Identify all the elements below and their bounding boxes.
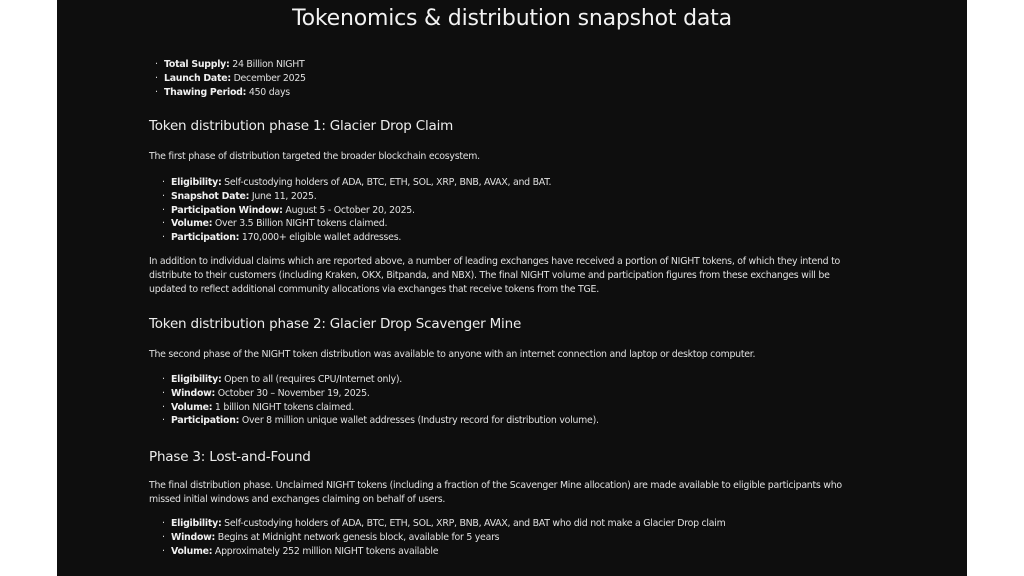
phase2-heading: Token distribution phase 2: Glacier Drop Scavenger Mine — [149, 316, 522, 332]
item-value: Approximately 252 million NIGHT tokens available — [212, 545, 439, 557]
list-item — [156, 414, 599, 428]
summary-list — [149, 58, 306, 99]
item-label: Thawing Period: — [164, 86, 247, 98]
bullet-icon: · — [162, 177, 165, 188]
list-item — [149, 58, 306, 72]
item-value: August 5 - October 20, 2025. — [282, 204, 415, 216]
item-label: Launch Date: — [164, 72, 231, 84]
bullet-icon: · — [162, 518, 165, 529]
item-value: 1 billion NIGHT tokens claimed. — [212, 401, 354, 413]
list-item — [149, 86, 306, 100]
bullet-icon: · — [162, 232, 165, 244]
list-item — [156, 176, 551, 190]
phase3-list — [156, 517, 726, 558]
bullet-icon: · — [162, 545, 165, 557]
item-value: 24 Billion NIGHT — [229, 59, 305, 70]
phase1-heading: Token distribution phase 1: Glacier Drop Claim — [149, 118, 454, 134]
phase2-intro: The second phase of the NIGHT token distribution was available to anyone with an internet connection and laptop or desktop computer. — [149, 349, 756, 360]
page-title: Tokenomics & distribution snapshot data — [292, 6, 732, 31]
phase3-intro: The final distribution phase. Unclaimed NIGHT tokens (including a fraction of the Scavenger Mine allocation) are made available to eligible participants who missed initial windows and exchanges claiming on behalf of users. — [149, 480, 842, 505]
list-item — [156, 517, 726, 531]
list-item — [156, 545, 726, 559]
item-value: December 2025 — [230, 72, 306, 84]
list-item — [156, 204, 551, 218]
item-value: June 11, 2025. — [249, 190, 317, 202]
list-item — [156, 387, 599, 401]
item-label: Snapshot Date: — [171, 190, 250, 202]
item-value: Self-custodying holders of ADA, BTC, ETH, SOL, XRP, BNB, AVAX, and BAT. — [221, 177, 552, 188]
item-label: Eligibility: — [171, 177, 222, 188]
bullet-icon: · — [162, 387, 165, 399]
item-label: Window: — [171, 387, 216, 399]
phase3-heading: Phase 3: Lost-and-Found — [149, 449, 311, 465]
bullet-icon: · — [162, 531, 165, 543]
phase1-intro: The first phase of distribution targeted the broader blockchain ecosystem. — [149, 151, 480, 162]
item-value: Over 3.5 Billion NIGHT tokens claimed. — [212, 218, 388, 230]
item-label: Eligibility: — [171, 518, 222, 529]
phase1-list — [156, 176, 551, 245]
bullet-icon: · — [155, 72, 158, 84]
bullet-icon: · — [155, 59, 158, 70]
item-value: 170,000+ eligible wallet addresses. — [239, 232, 402, 244]
bullet-icon: · — [162, 374, 165, 385]
bullet-icon: · — [155, 86, 158, 98]
list-item — [156, 231, 551, 245]
list-item — [156, 190, 551, 204]
item-label: Volume: — [171, 545, 213, 557]
item-label: Participation: — [171, 415, 240, 427]
list-item — [149, 72, 306, 86]
item-label: Total Supply: — [164, 59, 230, 70]
item-value: Begins at Midnight network genesis block, available for 5 years — [215, 531, 500, 543]
bullet-icon: · — [162, 218, 165, 230]
item-value: Open to all (requires CPU/Internet only). — [221, 374, 403, 385]
item-value: Self-custodying holders of ADA, BTC, ETH, SOL, XRP, BNB, AVAX, and BAT who did not make a Glacier Drop claim — [221, 518, 726, 529]
phase2-list — [156, 373, 599, 428]
document-panel — [57, 0, 967, 576]
item-label: Volume: — [171, 401, 213, 413]
item-value: Over 8 million unique wallet addresses (Industry record for distribution volume). — [239, 415, 599, 427]
list-item — [156, 531, 726, 545]
list-item — [156, 401, 599, 415]
item-label: Participation Window: — [171, 204, 283, 216]
list-item — [156, 373, 599, 387]
item-value: 450 days — [246, 86, 290, 98]
item-label: Volume: — [171, 218, 213, 230]
item-label: Eligibility: — [171, 374, 222, 385]
phase1-note: In addition to individual claims which are reported above, a number of leading exchanges have received a portion of NIGHT tokens, of which they intend to distribute to their customers (including Kraken, OKX, Bitpanda, and NBX). The final NIGHT volume and participation figures from these exchanges will be updated to reflect additional community allocations via exchanges that receive tokens from the TGE. — [149, 256, 841, 295]
bullet-icon: · — [162, 401, 165, 413]
item-label: Window: — [171, 531, 216, 543]
item-label: Participation: — [171, 232, 240, 244]
bullet-icon: · — [162, 415, 165, 427]
list-item — [156, 217, 551, 231]
item-value: October 30 – November 19, 2025. — [215, 387, 370, 399]
bullet-icon: · — [162, 204, 165, 216]
bullet-icon: · — [162, 190, 165, 202]
